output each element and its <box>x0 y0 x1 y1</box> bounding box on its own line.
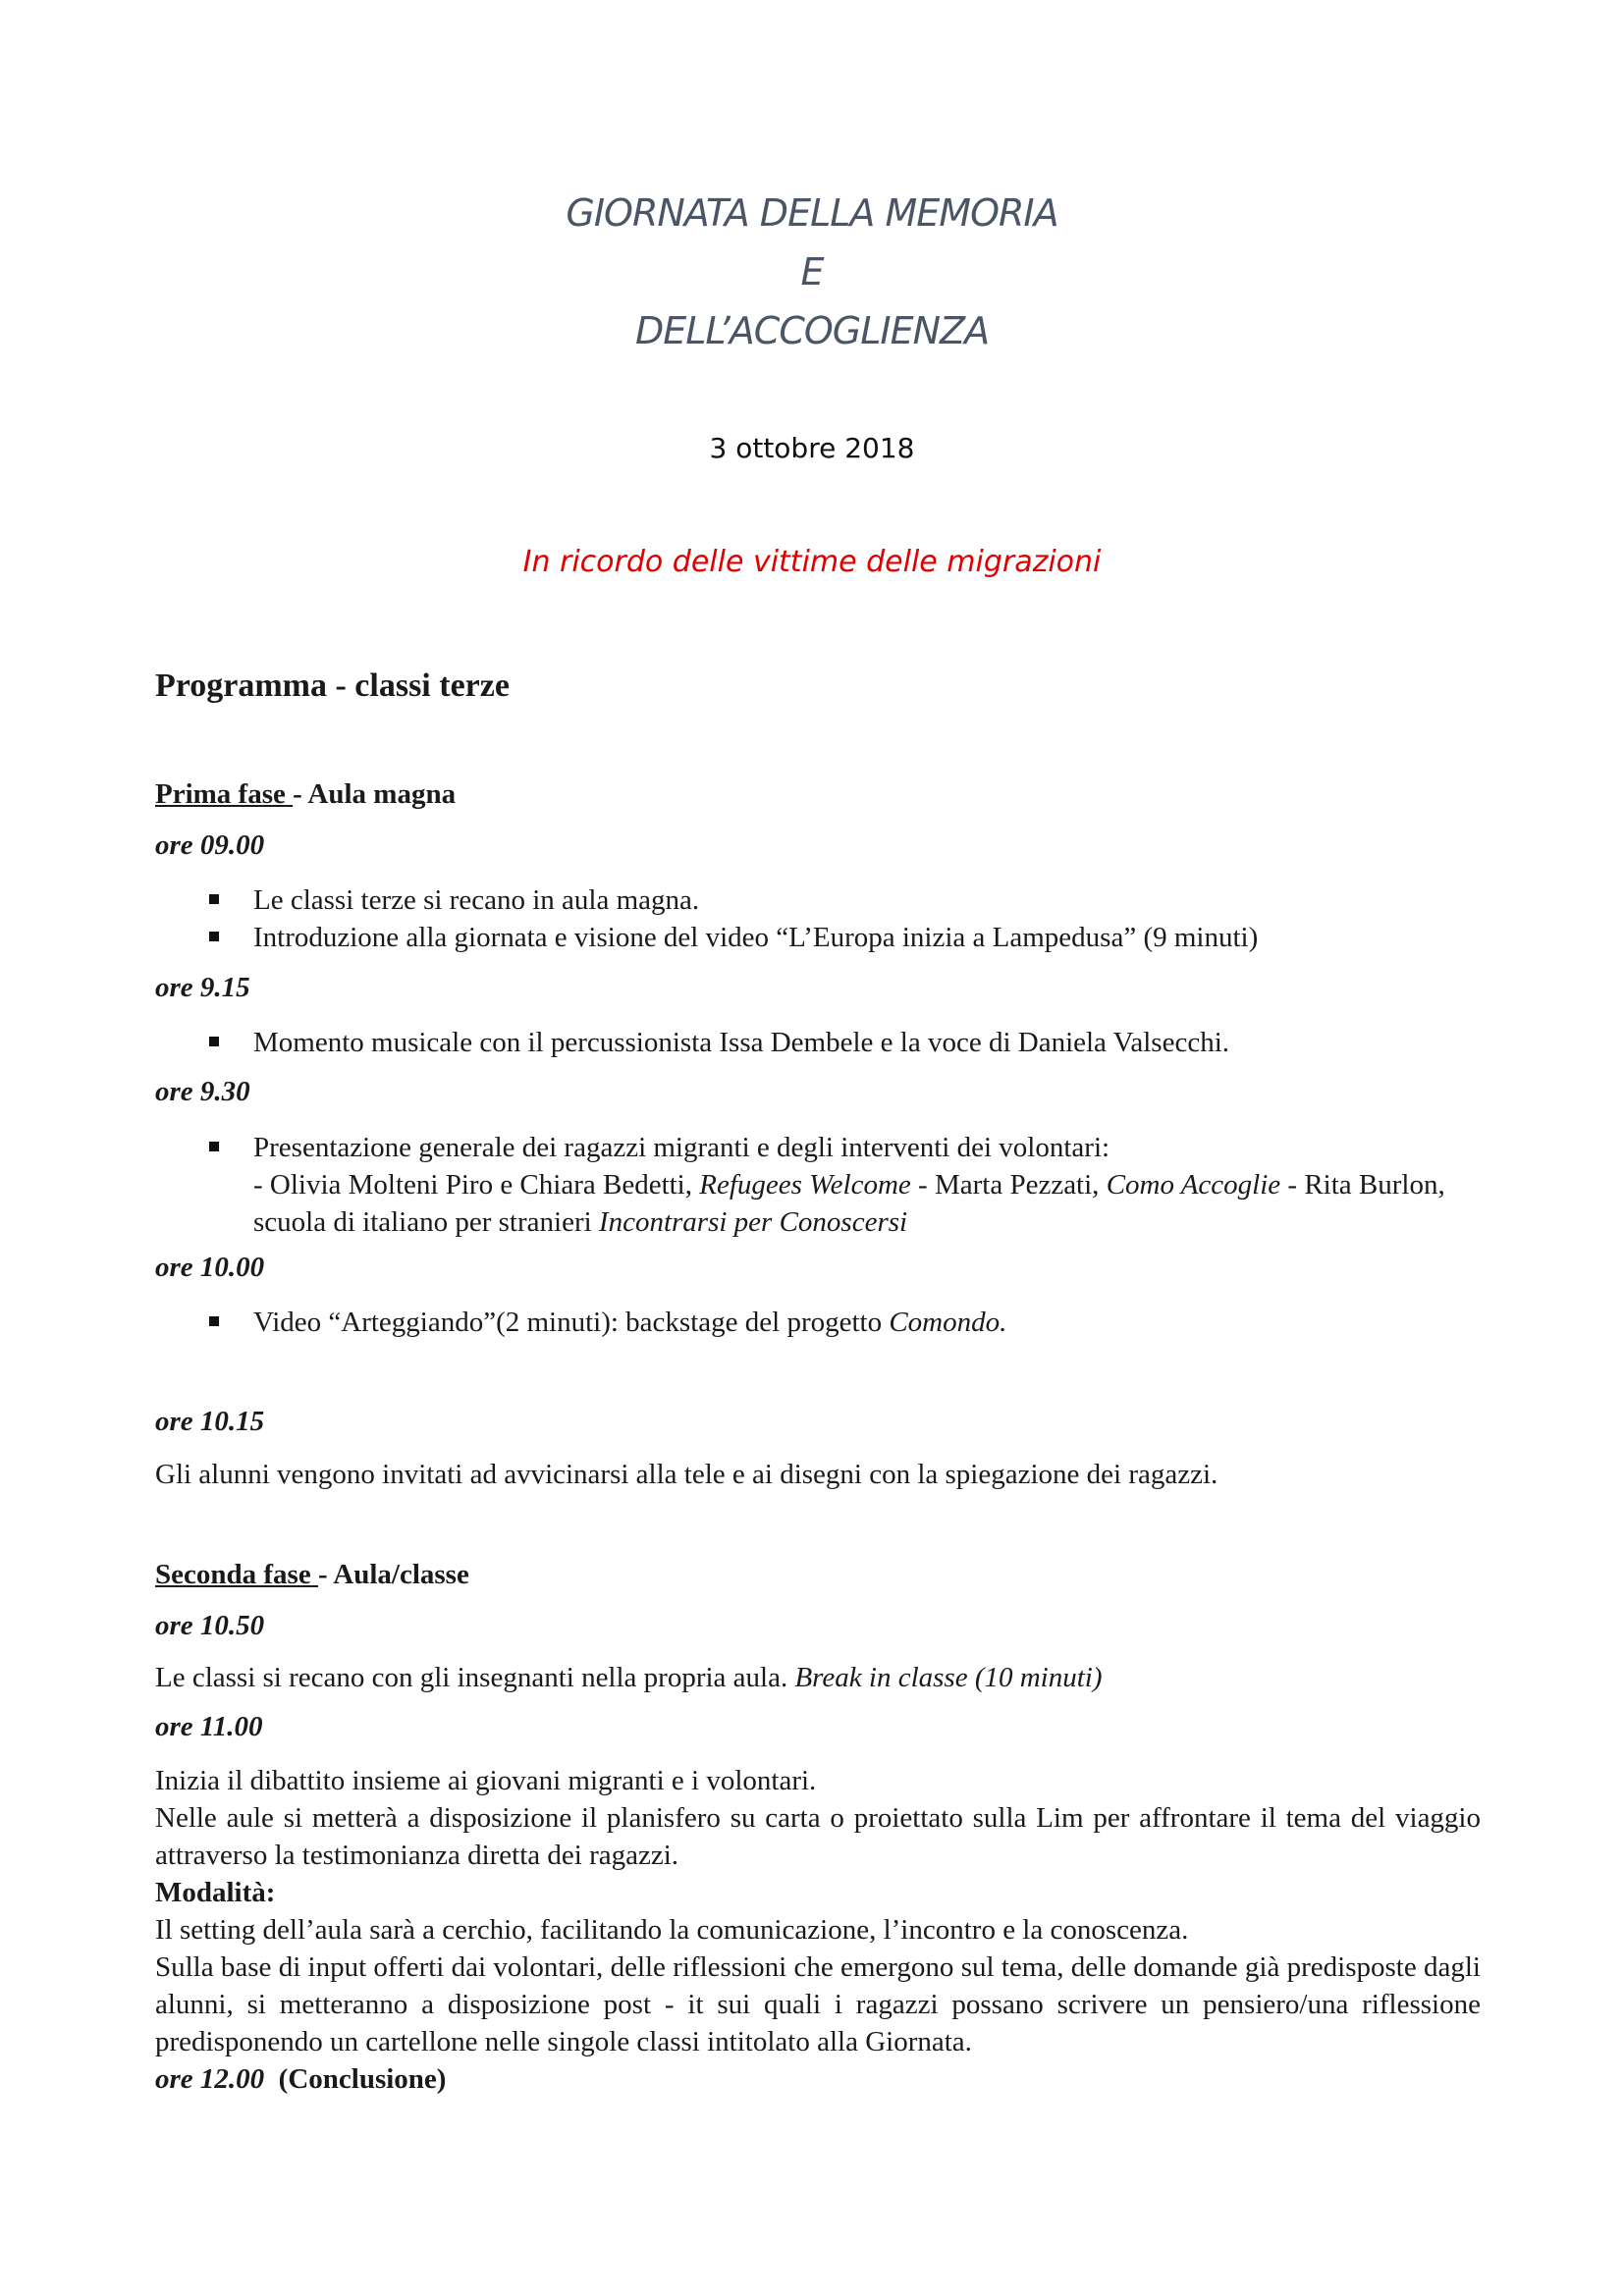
volunteer-text-1: - Olivia Molteni Piro e Chiara Bedetti, <box>253 1169 700 1201</box>
phase2-paragraph-2: Inizia il dibattito insieme ai giovani migranti e i volontari. <box>155 1765 817 1796</box>
event-subtitle: In ricordo delle vittime delle migrazioni <box>522 545 1102 579</box>
phase1-time-3: ore 9.30 <box>155 1076 250 1107</box>
phase1-bullet-1: Le classi terze si recano in aula magna. <box>253 881 1481 919</box>
phase1-heading <box>155 778 456 811</box>
phase1-name: Prima fase <box>155 778 294 810</box>
phase2-p1-text: Le classi si recano con gli insegnanti nella propria aula. <box>155 1662 795 1693</box>
phase1-time-1: ore 09.00 <box>155 829 265 861</box>
event-date: 3 ottobre 2018 <box>709 432 915 464</box>
org-refugees-welcome: Refugees Welcome <box>699 1169 911 1201</box>
phase1-bullet-5 <box>253 1304 1481 1341</box>
phase1-bullet-4 <box>253 1129 1481 1241</box>
phase1-bullet-3: Momento musicale con il percussionista Issa Dembele e la voce di Daniela Valsecchi. <box>253 1024 1481 1061</box>
org-incontrarsi: Incontrarsi per Conoscersi <box>598 1206 908 1238</box>
phase2-paragraph-3: Nelle aule si metterà a disposizione il planisfero su carta o proiettato sulla Lim per affrontare il tema del viaggio attraverso la testimonianza diretta dei ragazzi. <box>155 1802 1481 1871</box>
break-note: Break in classe (10 minuti) <box>794 1662 1103 1693</box>
org-como-accoglie: Como Accoglie <box>1106 1169 1281 1201</box>
modalita-label: Modalità: <box>155 1877 276 1908</box>
volunteer-text-3: - Rita Burlon, scuola di italiano per stranieri <box>253 1169 1445 1238</box>
title-line-1: GIORNATA DELLA MEMORIA <box>566 191 1058 235</box>
video-text: Video “Arteggiando”(2 minuti): backstage del progetto <box>253 1307 890 1338</box>
volunteer-text-2: - Marta Pezzati, <box>910 1169 1107 1201</box>
bullet-4-intro: Presentazione generale dei ragazzi migranti e degli interventi dei volontari: <box>253 1132 1110 1163</box>
phase1-bullet-2: Introduzione alla giornata e visione del video “L’Europa inizia a Lampedusa” (9 minuti) <box>253 919 1481 956</box>
phase1-time-5: ore 10.15 <box>155 1406 265 1437</box>
conclusion-label: (Conclusione) <box>278 2063 447 2095</box>
phase2-paragraph-1 <box>155 1659 1481 1696</box>
phase1-time-4: ore 10.00 <box>155 1252 265 1283</box>
title-line-2: E <box>800 250 824 294</box>
program-heading: Programma - classi terze <box>155 667 510 704</box>
phase2-paragraph-5: Sulla base di input offerti dai volontari, delle riflessioni che emergono sul tema, delle domande già predisposte dagli alunni, si metteranno a disposizione post - it sui quali i ragazzi possano scrivere un pensiero/una riflessione predisponendo un cartellone nelle singole classi intitolato alla Giornata. <box>155 1951 1481 2057</box>
phase2-time-1: ore 10.50 <box>155 1610 265 1641</box>
phase2-time-2: ore 11.00 <box>155 1711 263 1742</box>
phase1-place: - Aula magna <box>293 778 457 810</box>
project-name: Comondo. <box>889 1307 1007 1338</box>
phase2-place: - Aula/classe <box>317 1559 469 1590</box>
phase2-heading <box>155 1559 469 1591</box>
bullet-4-volunteers <box>253 1166 1481 1241</box>
title-line-3: DELL’ACCOGLIENZA <box>634 309 990 352</box>
phase2-time-3: ore 12.00 <box>155 2063 265 2095</box>
phase2-paragraph-4: Il setting dell’aula sarà a cerchio, facilitando la comunicazione, l’incontro e la conoscenza. <box>155 1914 1189 1946</box>
phase1-paragraph: Gli alunni vengono invitati ad avvicinarsi alla tele e ai disegni con la spiegazione dei ragazzi. <box>155 1459 1218 1490</box>
conclusion-line <box>155 2060 1481 2098</box>
phase1-time-2: ore 9.15 <box>155 972 250 1003</box>
phase2-name: Seconda fase <box>155 1559 318 1590</box>
phase2-body <box>155 1762 1481 2098</box>
